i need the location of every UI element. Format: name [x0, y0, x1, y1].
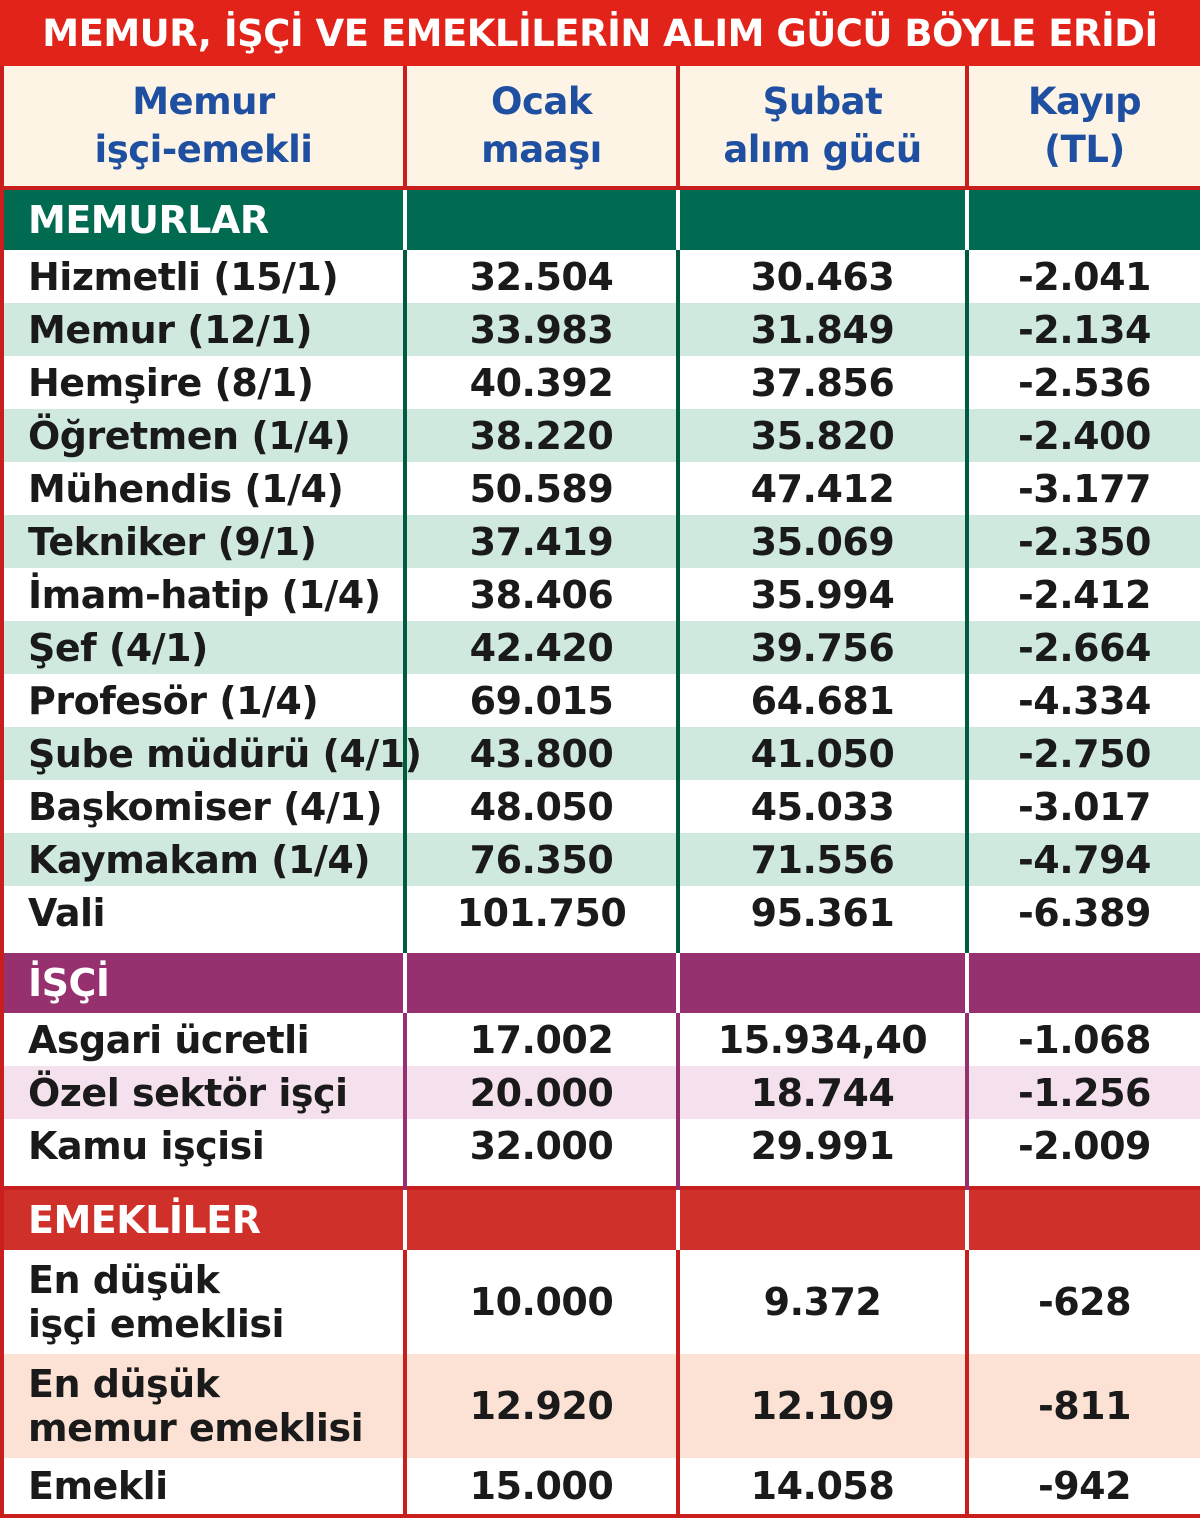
- ocak-maasi-value: 37.419: [405, 515, 678, 568]
- ocak-maasi-value: 33.983: [405, 303, 678, 356]
- row-label: Emekli: [2, 1458, 405, 1516]
- section-fill: [405, 953, 678, 1013]
- row-label: Memur (12/1): [2, 303, 405, 356]
- subat-alim-gucu-value: 18.744: [678, 1066, 967, 1119]
- ocak-maasi-value: 38.220: [405, 409, 678, 462]
- row-label: En düşük işçi emeklisi: [2, 1250, 405, 1354]
- ocak-maasi-value: 50.589: [405, 462, 678, 515]
- ocak-maasi-value: 42.420: [405, 621, 678, 674]
- row-label: Kamu işçisi: [2, 1119, 405, 1188]
- section-fill: [405, 1188, 678, 1250]
- row-label: Şef (4/1): [2, 621, 405, 674]
- table-row: [2, 1250, 1200, 1354]
- row-label: Özel sektör işçi: [2, 1066, 405, 1119]
- subat-alim-gucu-value: 71.556: [678, 833, 967, 886]
- ocak-maasi-value: 12.920: [405, 1354, 678, 1458]
- subat-alim-gucu-value: 35.994: [678, 568, 967, 621]
- section-fill: [967, 188, 1200, 250]
- table-row: [2, 780, 1200, 833]
- chart-title: MEMUR, İŞÇİ VE EMEKLİLERİN ALIM GÜCÜ BÖYLE ERİDİ: [0, 0, 1200, 66]
- data-table: [0, 66, 1200, 1518]
- section-isci-header: [2, 953, 1200, 1013]
- kayip-value: -2.041: [967, 250, 1200, 303]
- subat-alim-gucu-value: 29.991: [678, 1119, 967, 1188]
- table-row: [2, 515, 1200, 568]
- ocak-maasi-value: 17.002: [405, 1013, 678, 1066]
- table-row: [2, 568, 1200, 621]
- section-memurlar-header: [2, 188, 1200, 250]
- row-label: En düşük memur emeklisi: [2, 1354, 405, 1458]
- ocak-maasi-value: 48.050: [405, 780, 678, 833]
- subat-alim-gucu-value: 47.412: [678, 462, 967, 515]
- ocak-maasi-value: 32.000: [405, 1119, 678, 1188]
- ocak-maasi-value: 69.015: [405, 674, 678, 727]
- subat-alim-gucu-value: 15.934,40: [678, 1013, 967, 1066]
- table-row: [2, 1354, 1200, 1458]
- ocak-maasi-value: 15.000: [405, 1458, 678, 1516]
- section-fill: [678, 1188, 967, 1250]
- ocak-maasi-value: 10.000: [405, 1250, 678, 1354]
- table-row: [2, 1119, 1200, 1188]
- table-row: [2, 833, 1200, 886]
- section-fill: [678, 188, 967, 250]
- kayip-value: -2.536: [967, 356, 1200, 409]
- kayip-value: -6.389: [967, 886, 1200, 953]
- kayip-value: -3.177: [967, 462, 1200, 515]
- ocak-maasi-value: 43.800: [405, 727, 678, 780]
- row-label: Kaymakam (1/4): [2, 833, 405, 886]
- row-label: Şube müdürü (4/1): [2, 727, 405, 780]
- table-row: [2, 409, 1200, 462]
- header-row: [2, 66, 1200, 188]
- column-header: Kayıp (TL): [967, 66, 1200, 188]
- kayip-value: -3.017: [967, 780, 1200, 833]
- row-label: Mühendis (1/4): [2, 462, 405, 515]
- table-row: [2, 250, 1200, 303]
- section-label: İŞÇİ: [2, 953, 405, 1013]
- ocak-maasi-value: 40.392: [405, 356, 678, 409]
- row-label: Profesör (1/4): [2, 674, 405, 727]
- subat-alim-gucu-value: 31.849: [678, 303, 967, 356]
- subat-alim-gucu-value: 64.681: [678, 674, 967, 727]
- subat-alim-gucu-value: 14.058: [678, 1458, 967, 1516]
- kayip-value: -2.350: [967, 515, 1200, 568]
- column-header: Memur işçi-emekli: [2, 66, 405, 188]
- table-row: [2, 886, 1200, 953]
- kayip-value: -1.256: [967, 1066, 1200, 1119]
- subat-alim-gucu-value: 41.050: [678, 727, 967, 780]
- subat-alim-gucu-value: 39.756: [678, 621, 967, 674]
- table-row: [2, 462, 1200, 515]
- subat-alim-gucu-value: 9.372: [678, 1250, 967, 1354]
- ocak-maasi-value: 20.000: [405, 1066, 678, 1119]
- section-fill: [967, 1188, 1200, 1250]
- kayip-value: -2.400: [967, 409, 1200, 462]
- ocak-maasi-value: 38.406: [405, 568, 678, 621]
- table-row: [2, 303, 1200, 356]
- ocak-maasi-value: 32.504: [405, 250, 678, 303]
- kayip-value: -4.334: [967, 674, 1200, 727]
- row-label: Hizmetli (15/1): [2, 250, 405, 303]
- column-header: Ocak maaşı: [405, 66, 678, 188]
- kayip-value: -2.750: [967, 727, 1200, 780]
- kayip-value: -1.068: [967, 1013, 1200, 1066]
- kayip-value: -811: [967, 1354, 1200, 1458]
- row-label: Tekniker (9/1): [2, 515, 405, 568]
- row-label: Öğretmen (1/4): [2, 409, 405, 462]
- row-label: İmam-hatip (1/4): [2, 568, 405, 621]
- row-label: Başkomiser (4/1): [2, 780, 405, 833]
- row-label: Vali: [2, 886, 405, 953]
- kayip-value: -2.664: [967, 621, 1200, 674]
- kayip-value: -4.794: [967, 833, 1200, 886]
- subat-alim-gucu-value: 35.820: [678, 409, 967, 462]
- table-row: [2, 1458, 1200, 1516]
- subat-alim-gucu-value: 37.856: [678, 356, 967, 409]
- section-fill: [405, 188, 678, 250]
- row-label: Hemşire (8/1): [2, 356, 405, 409]
- kayip-value: -942: [967, 1458, 1200, 1516]
- column-header: Şubat alım gücü: [678, 66, 967, 188]
- row-label: Asgari ücretli: [2, 1013, 405, 1066]
- section-fill: [678, 953, 967, 1013]
- table-row: [2, 1066, 1200, 1119]
- kayip-value: -2.134: [967, 303, 1200, 356]
- section-emekliler-header: [2, 1188, 1200, 1250]
- section-label: EMEKLİLER: [2, 1188, 405, 1250]
- subat-alim-gucu-value: 95.361: [678, 886, 967, 953]
- subat-alim-gucu-value: 35.069: [678, 515, 967, 568]
- table-row: [2, 674, 1200, 727]
- table-row: [2, 1013, 1200, 1066]
- subat-alim-gucu-value: 30.463: [678, 250, 967, 303]
- table-row: [2, 621, 1200, 674]
- kayip-value: -628: [967, 1250, 1200, 1354]
- kayip-value: -2.009: [967, 1119, 1200, 1188]
- ocak-maasi-value: 101.750: [405, 886, 678, 953]
- ocak-maasi-value: 76.350: [405, 833, 678, 886]
- subat-alim-gucu-value: 45.033: [678, 780, 967, 833]
- table-row: [2, 727, 1200, 780]
- section-fill: [967, 953, 1200, 1013]
- subat-alim-gucu-value: 12.109: [678, 1354, 967, 1458]
- table-row: [2, 356, 1200, 409]
- section-label: MEMURLAR: [2, 188, 405, 250]
- kayip-value: -2.412: [967, 568, 1200, 621]
